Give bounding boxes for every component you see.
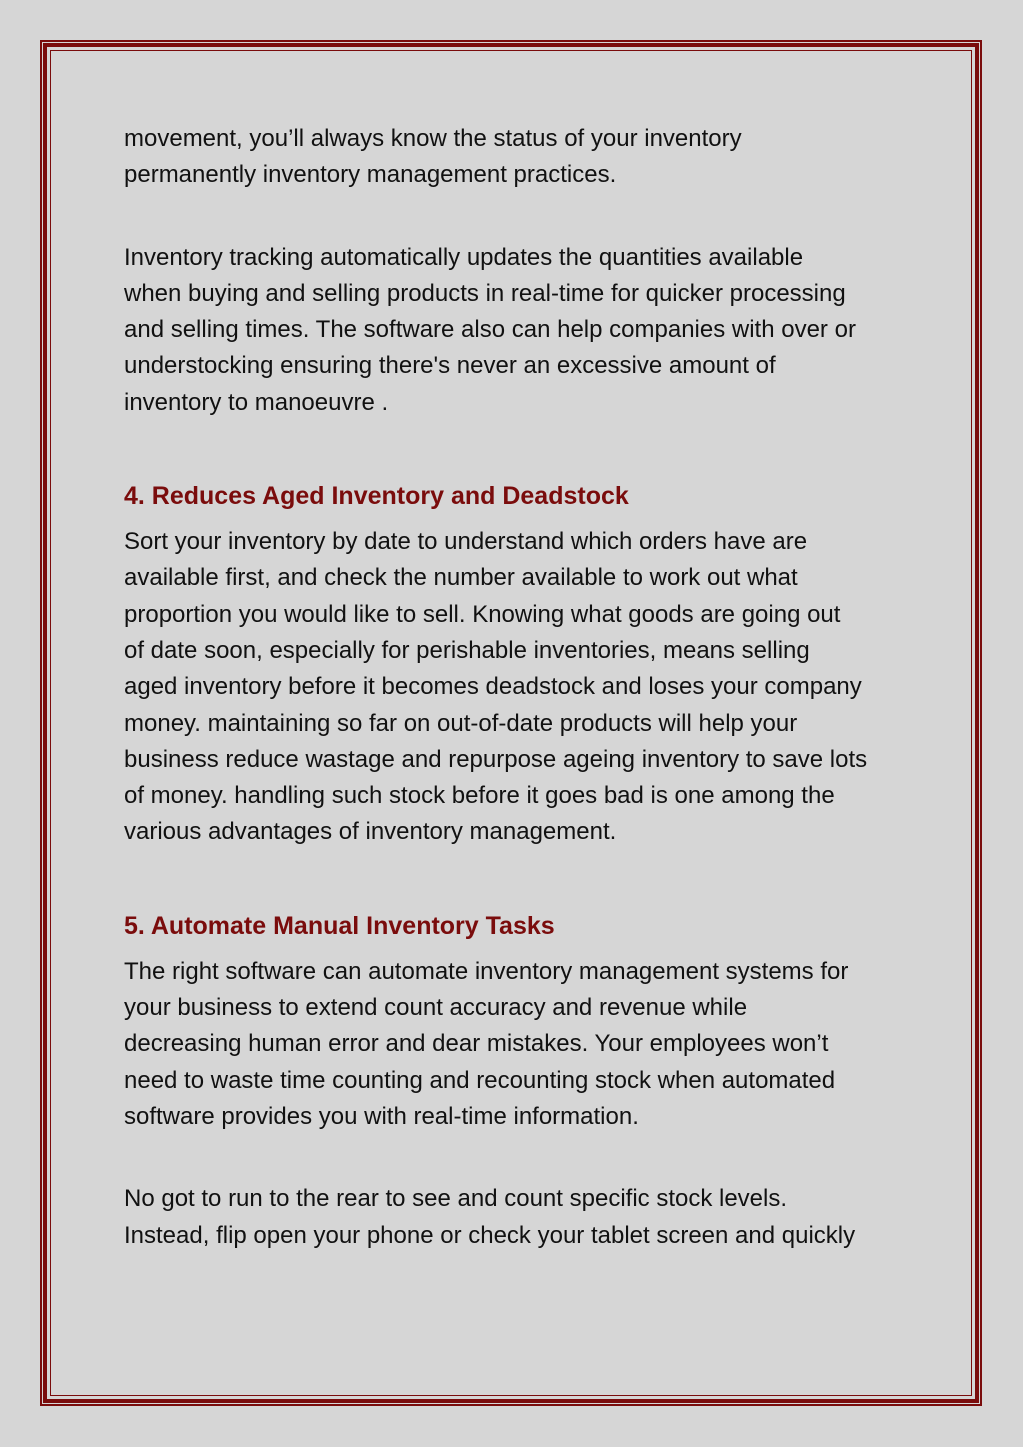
text-line: money. maintaining so far on out-of-date products will help your <box>124 709 798 737</box>
document-body <box>124 121 914 1254</box>
text-line: Sort your inventory by date to understand which orders have are <box>124 528 808 556</box>
text-line: need to waste time counting and recounting stock when automated <box>124 1066 836 1094</box>
paragraph-stock-levels <box>124 1181 914 1254</box>
text-line: aged inventory before it becomes deadstock and loses your company <box>124 673 862 701</box>
text-line: proportion you would like to sell. Knowing what goods are going out <box>124 600 841 628</box>
text-line: and selling times. The software also can help companies with over or <box>124 316 856 344</box>
paragraph-automate-tasks <box>124 954 914 1135</box>
text-line: of date soon, especially for perishable inventories, means selling <box>124 636 810 664</box>
text-line: available first, and check the number available to work out what <box>124 564 798 592</box>
paragraph-aged-inventory <box>124 524 914 851</box>
section-heading-automate-tasks: 5. Automate Manual Inventory Tasks <box>124 911 555 940</box>
text-line: inventory to manoeuvre . <box>124 388 389 416</box>
text-line: Inventory tracking automatically updates the quantities available <box>124 243 804 271</box>
text-line: movement, you’ll always know the status of your inventory <box>124 125 742 152</box>
paragraph-inventory-status <box>124 121 914 194</box>
text-line: software provides you with real-time information. <box>124 1102 639 1130</box>
text-line: The right software can automate inventory management systems for <box>124 957 849 985</box>
text-line: various advantages of inventory management. <box>124 818 617 846</box>
text-line: understocking ensuring there's never an excessive amount of <box>124 352 776 380</box>
text-line: decreasing human error and dear mistakes. Your employees won’t <box>124 1030 829 1058</box>
text-line: when buying and selling products in real-time for quicker processing <box>124 279 846 307</box>
section-heading-aged-inventory: 4. Reduces Aged Inventory and Deadstock <box>124 482 629 511</box>
text-line: business reduce wastage and repurpose ageing inventory to save lots <box>124 745 868 773</box>
text-line: of money. handling such stock before it goes bad is one among the <box>124 782 835 810</box>
paragraph-inventory-tracking <box>124 240 914 421</box>
text-line: permanently inventory management practices. <box>124 161 617 189</box>
text-line: No got to run to the rear to see and count specific stock levels. <box>124 1185 788 1213</box>
text-line: Instead, flip open your phone or check your tablet screen and quickly <box>124 1221 856 1249</box>
text-line: your business to extend count accuracy and revenue while <box>124 994 748 1022</box>
